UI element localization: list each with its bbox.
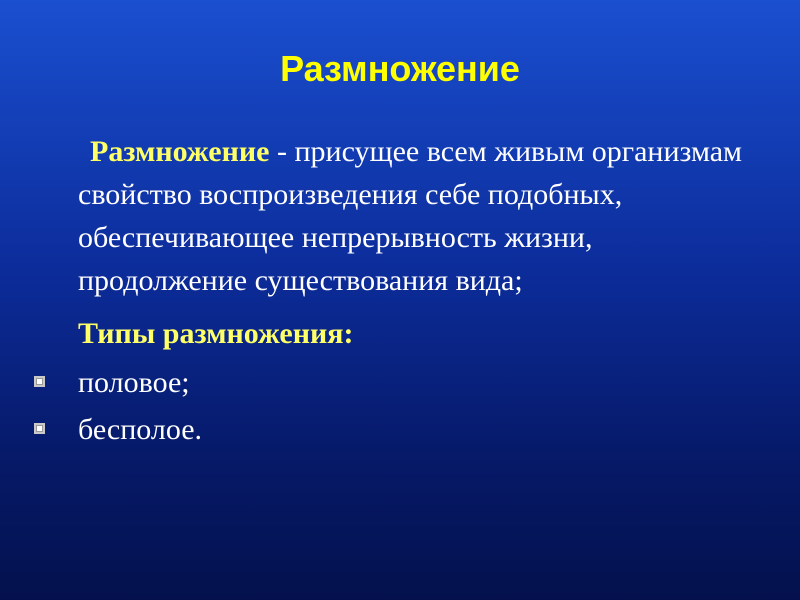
types-heading: Типы размножения: [78,317,354,350]
list-item [78,408,758,451]
definition-term: Размножение [90,135,270,168]
definition-text: - присущее всем живым организмам свойство воспроизведения себе подобных, обеспечивающее непрерывность жизни, продолжение существования вида; [78,135,743,297]
slide-body [78,130,758,455]
slide-title: Размножение [280,48,520,89]
definition-paragraph [78,130,758,302]
square-bullet-icon [34,376,45,387]
list-item [78,361,758,404]
list-item-label: половое; [78,366,190,399]
types-list [78,361,758,451]
square-bullet-icon [34,423,45,434]
list-item-label: бесполое. [78,413,203,446]
